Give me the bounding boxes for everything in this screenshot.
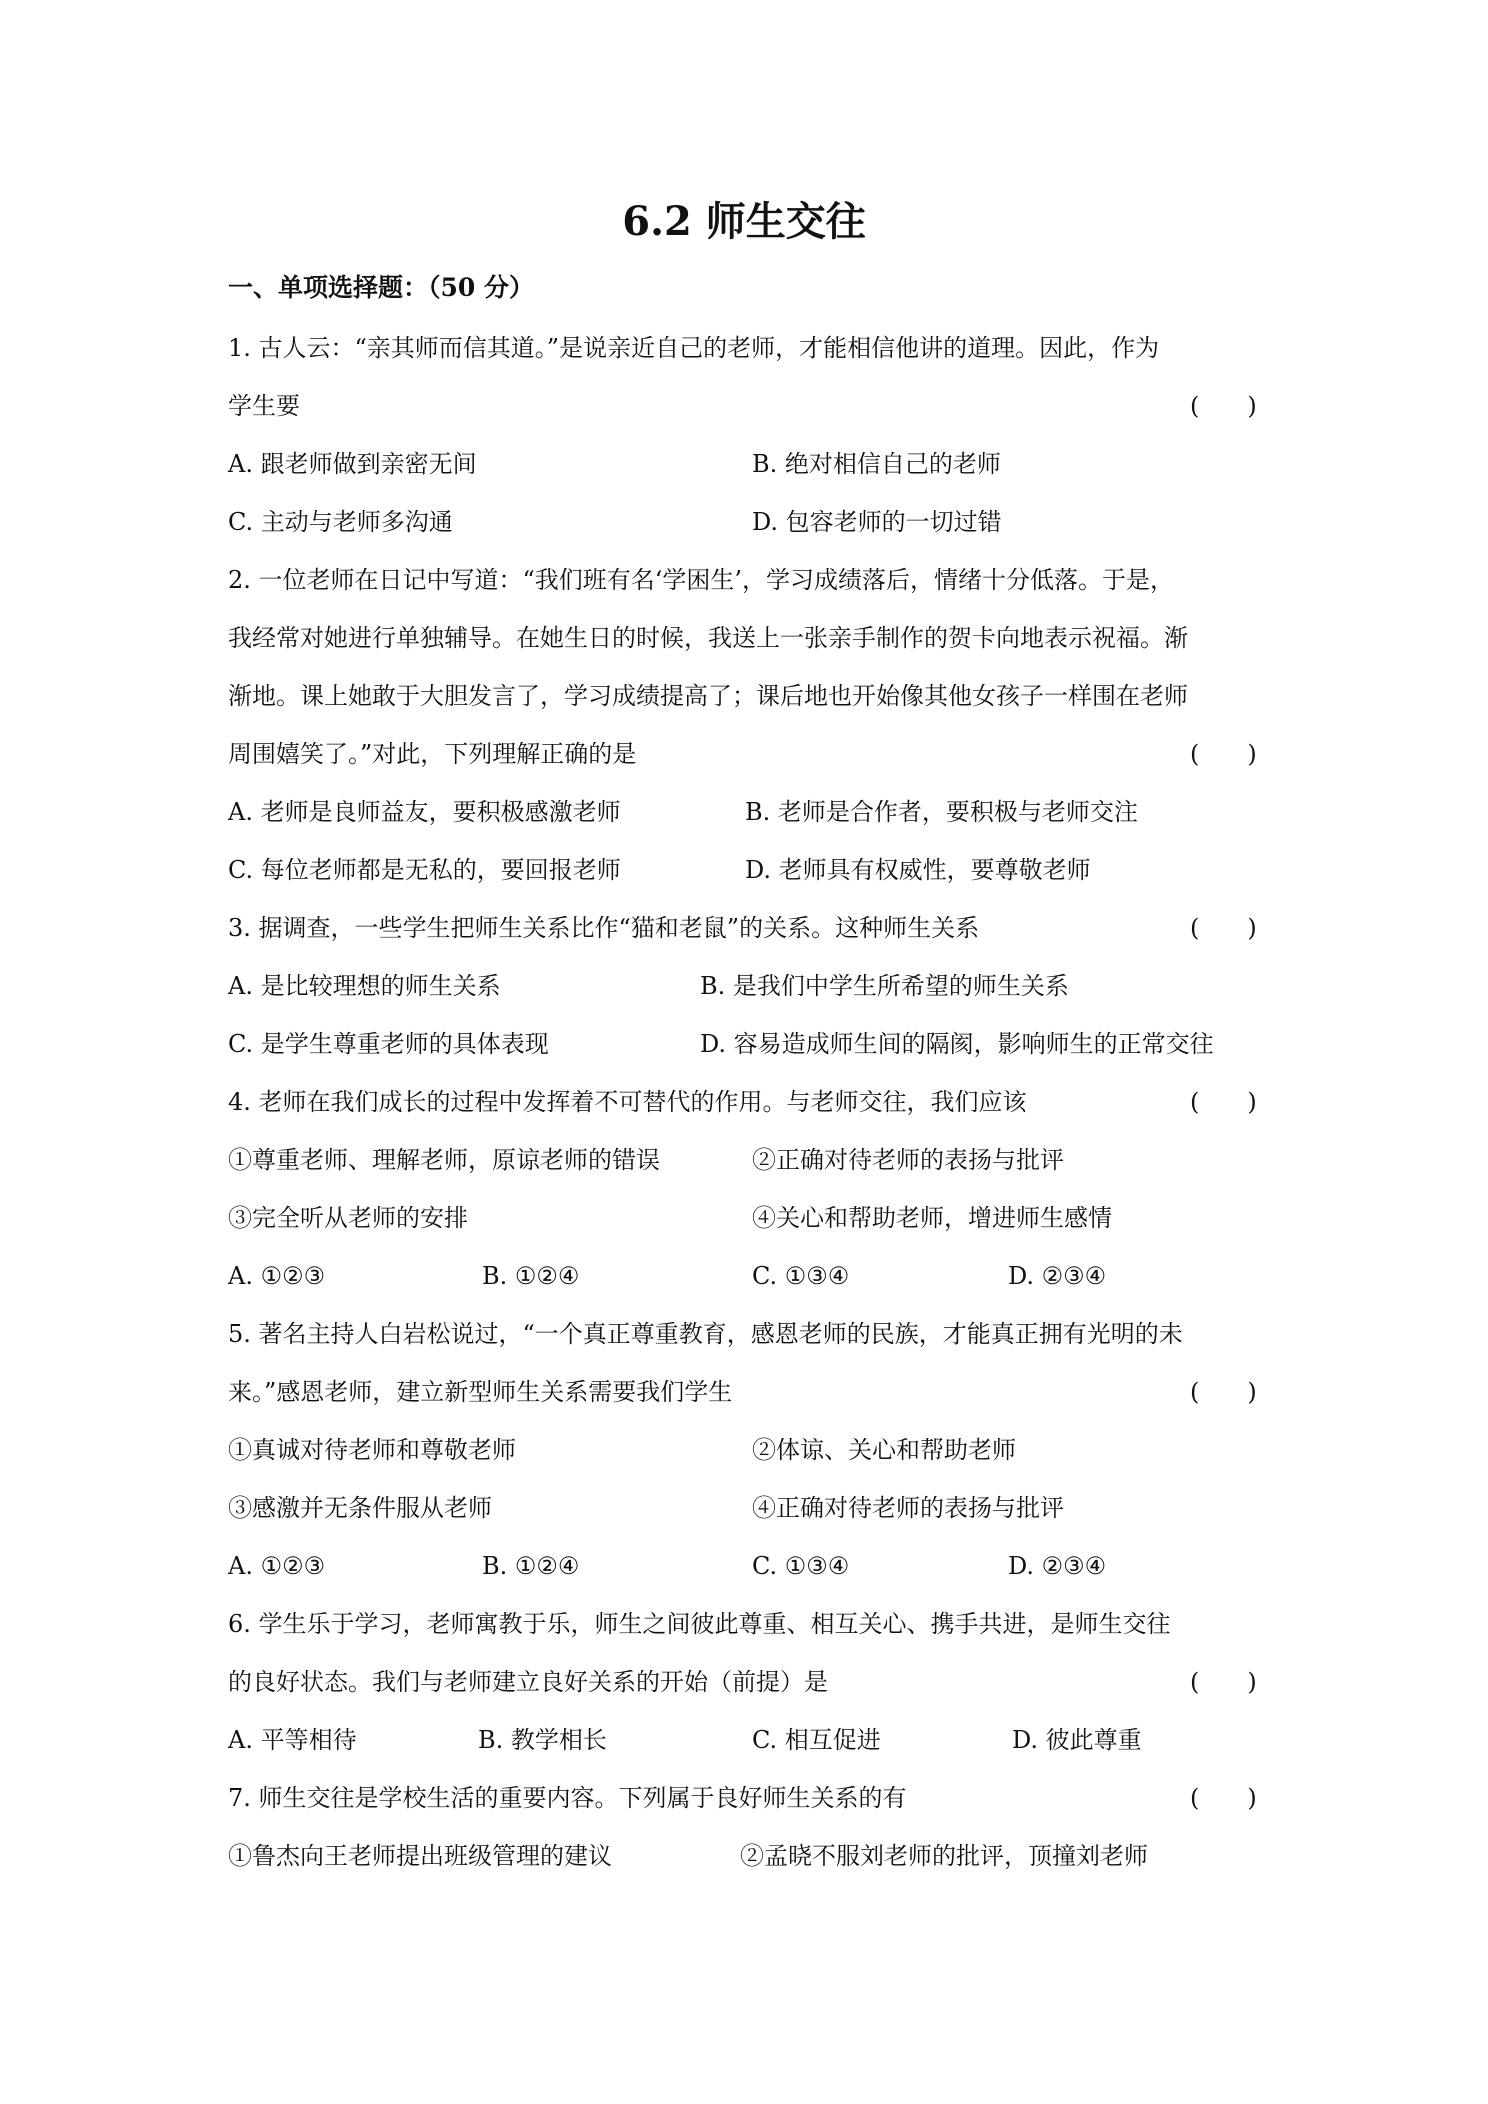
answer-blank-5: ( ) [1190, 1378, 1257, 1406]
q4-option-b: B. ①②④ [482, 1262, 580, 1290]
answer-blank-2: ( ) [1190, 740, 1257, 768]
q5-option-b: B. ①②④ [482, 1552, 580, 1580]
answer-blank-3: ( ) [1190, 914, 1257, 942]
q1-option-b: B. 绝对相信自己的老师 [752, 450, 1001, 478]
q3-option-c: C. 是学生尊重老师的具体表现 [228, 1030, 549, 1058]
q5-statement-1: ①真诚对待老师和尊敬老师 [228, 1436, 516, 1464]
section-heading: 一、单项选择题：（50 分） [228, 273, 534, 302]
q5-option-d: D. ②③④ [1008, 1552, 1107, 1580]
q5-statement-2: ②体谅、关心和帮助老师 [752, 1436, 1016, 1464]
question-2-stem-cont: 渐地。课上她敢于大胆发言了，学习成绩提高了；课后地也开始像其他女孩子一样围在老师 [228, 682, 1188, 710]
question-2-stem-cont: 周围嬉笑了。”对此，下列理解正确的是 [228, 740, 637, 768]
page-title: 6.2 师生交往 [622, 198, 866, 245]
q4-statement-2: ②正确对待老师的表扬与批评 [752, 1146, 1064, 1174]
q4-statement-4: ④关心和帮助老师，增进师生感情 [752, 1204, 1112, 1232]
q6-option-a: A. 平等相待 [228, 1726, 357, 1754]
q1-option-a: A. 跟老师做到亲密无间 [228, 450, 477, 478]
q4-statement-1: ①尊重老师、理解老师，原谅老师的错误 [228, 1146, 660, 1174]
q6-option-c: C. 相互促进 [752, 1726, 881, 1754]
question-2-stem: 2. 一位老师在日记中写道：“我们班有名‘学困生’，学习成绩落后，情绪十分低落。于是， [228, 566, 1175, 594]
q4-option-a: A. ①②③ [228, 1262, 326, 1290]
question-4-stem: 4. 老师在我们成长的过程中发挥着不可替代的作用。与老师交往，我们应该 [228, 1088, 1027, 1116]
q2-option-b: B. 老师是合作者，要积极与老师交注 [745, 798, 1138, 826]
q5-statement-4: ④正确对待老师的表扬与批评 [752, 1494, 1064, 1522]
q3-option-a: A. 是比较理想的师生关系 [228, 972, 501, 1000]
q5-option-a: A. ①②③ [228, 1552, 326, 1580]
question-6-stem: 6. 学生乐于学习，老师寓教于乐，师生之间彼此尊重、相互关心、携手共进，是师生交往 [228, 1610, 1171, 1638]
q5-option-c: C. ①③④ [752, 1552, 850, 1580]
question-5-stem: 5. 著名主持人白岩松说过，“一个真正尊重教育，感恩老师的民族，才能真正拥有光明的未 [228, 1320, 1183, 1348]
answer-blank-6: ( ) [1190, 1668, 1257, 1696]
q6-option-b: B. 教学相长 [478, 1726, 607, 1754]
q4-statement-3: ③完全听从老师的安排 [228, 1204, 468, 1232]
q4-option-c: C. ①③④ [752, 1262, 850, 1290]
q1-option-d: D. 包容老师的一切过错 [752, 508, 1002, 536]
question-5-stem-cont: 来。”感恩老师，建立新型师生关系需要我们学生 [228, 1378, 733, 1406]
answer-blank-1: ( ) [1190, 392, 1257, 420]
answer-blank-7: ( ) [1190, 1784, 1257, 1812]
question-1-stem: 1. 古人云：“亲其师而信其道。”是说亲近自己的老师，才能相信他讲的道理。因此，作为 [228, 334, 1160, 362]
q4-option-d: D. ②③④ [1008, 1262, 1107, 1290]
answer-blank-4: ( ) [1190, 1088, 1257, 1116]
question-6-stem-cont: 的良好状态。我们与老师建立良好关系的开始（前提）是 [228, 1668, 828, 1696]
q6-option-d: D. 彼此尊重 [1012, 1726, 1142, 1754]
q3-option-d: D. 容易造成师生间的隔阂，影响师生的正常交往 [700, 1030, 1214, 1058]
q7-statement-2: ②孟晓不服刘老师的批评，顶撞刘老师 [740, 1842, 1148, 1870]
question-1-stem-cont: 学生要 [228, 392, 300, 420]
q2-option-c: C. 每位老师都是无私的，要回报老师 [228, 856, 621, 884]
q2-option-d: D. 老师具有权威性，要尊敬老师 [745, 856, 1091, 884]
q3-option-b: B. 是我们中学生所希望的师生关系 [700, 972, 1069, 1000]
question-2-stem-cont: 我经常对她进行单独辅导。在她生日的时候，我送上一张亲手制作的贺卡向地表示祝福。渐 [228, 624, 1188, 652]
q1-option-c: C. 主动与老师多沟通 [228, 508, 453, 536]
q5-statement-3: ③感激并无条件服从老师 [228, 1494, 492, 1522]
question-3-stem: 3. 据调查，一些学生把师生关系比作“猫和老鼠”的关系。这种师生关系 [228, 914, 980, 942]
q7-statement-1: ①鲁杰向王老师提出班级管理的建议 [228, 1842, 612, 1870]
q2-option-a: A. 老师是良师益友，要积极感激老师 [228, 798, 621, 826]
question-7-stem: 7. 师生交往是学校生活的重要内容。下列属于良好师生关系的有 [228, 1784, 907, 1812]
